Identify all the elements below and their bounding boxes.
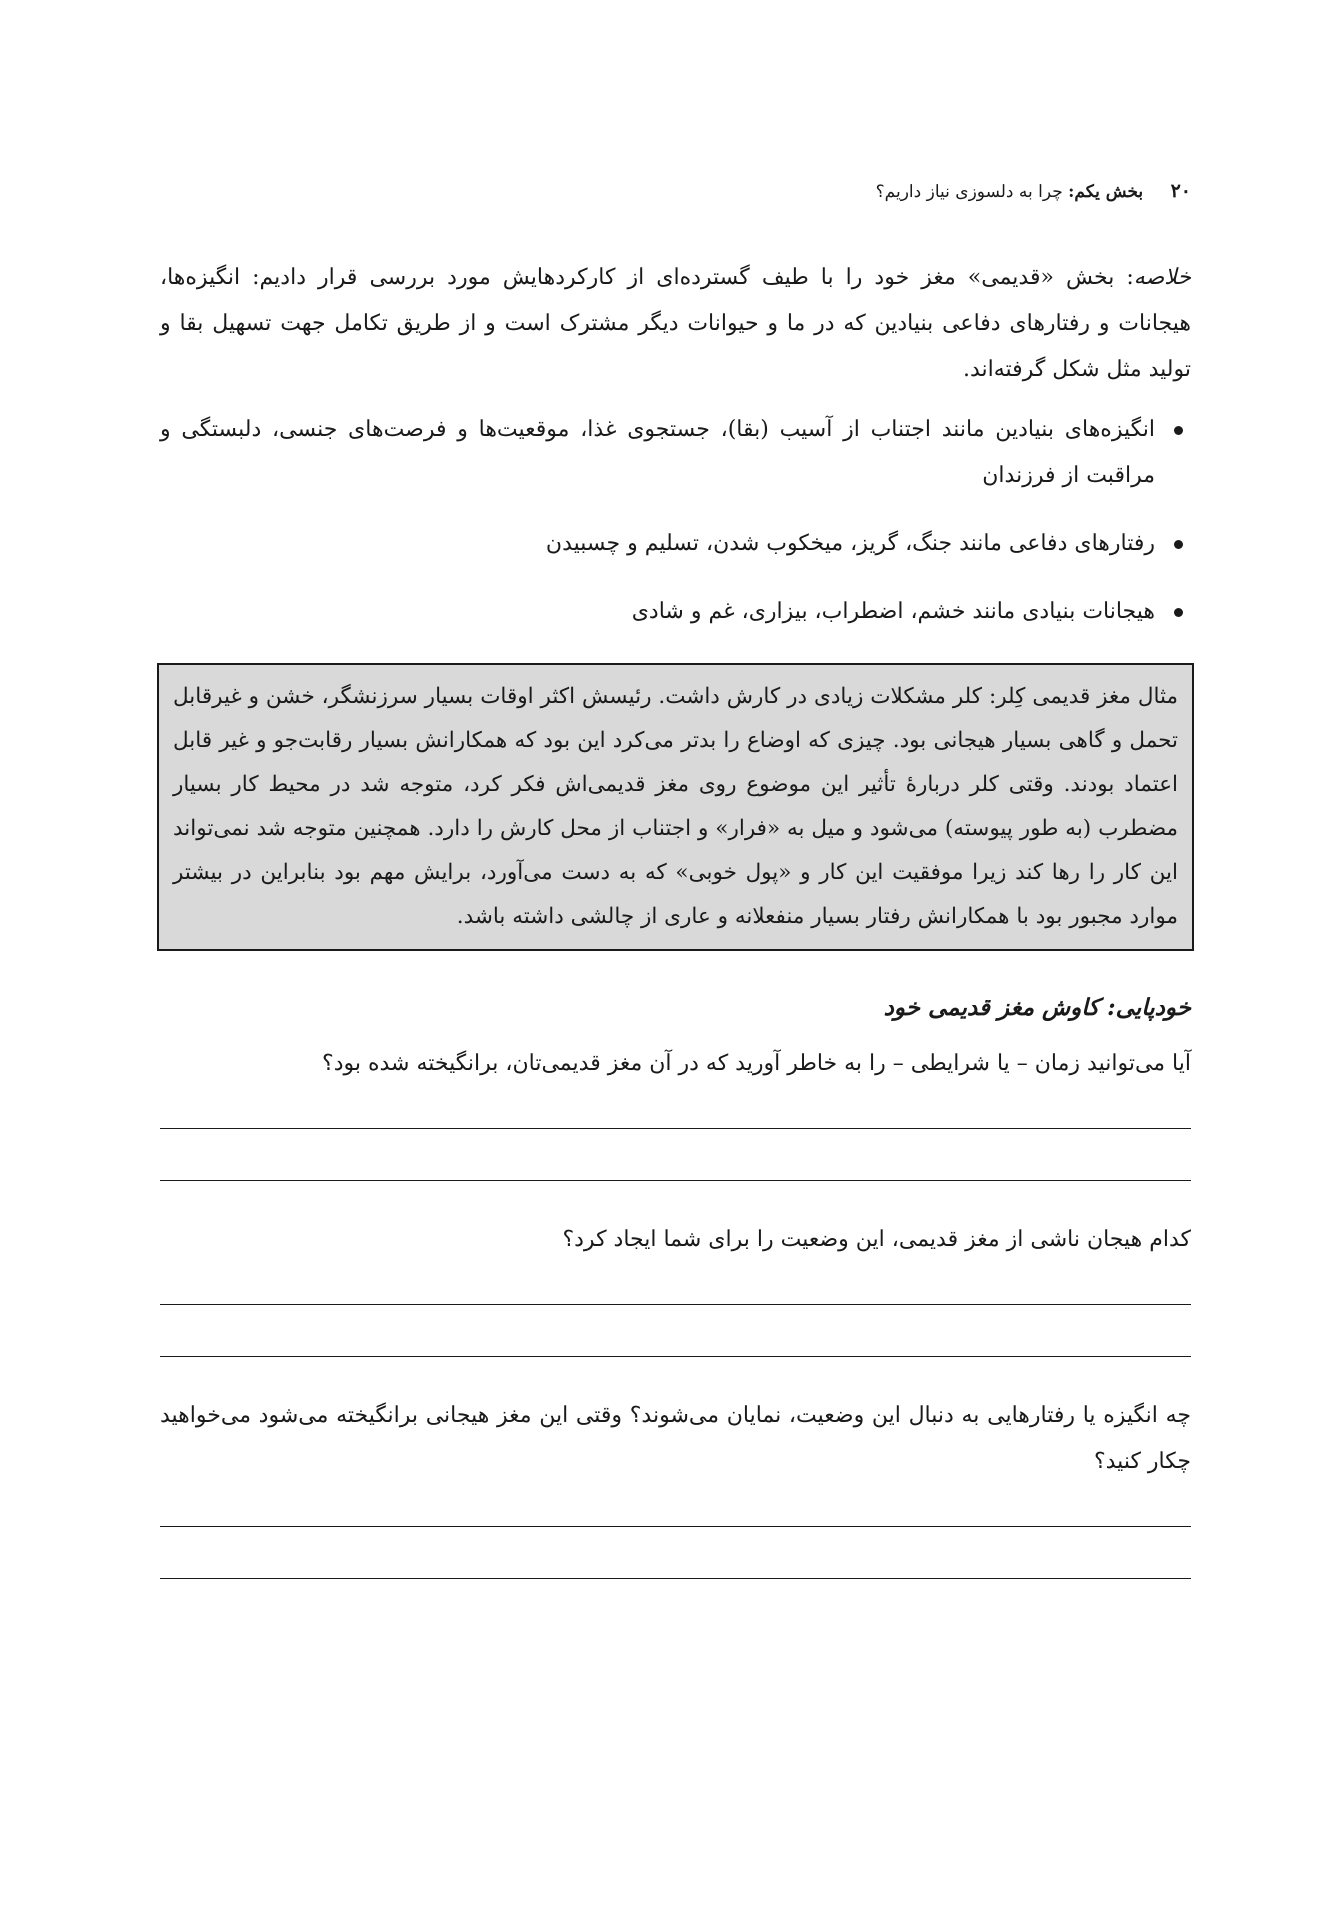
question-2: کدام هیجان ناشی از مغز قدیمی، این وضعیت را برای شما ایجاد کرد؟: [562, 1227, 1191, 1252]
list-item: [160, 521, 1191, 567]
example-text: مثال مغز قدیمی کِلر: کلر مشکلات زیادی در کارش داشت. رئیسش اکثر اوقات بسیار سرزنشگر، خشن و غیرقابل تحمل و گاهی بسیار هیجانی بود. چیزی که اوضاع را بدتر می‌کرد این بود که همکارانش بسیار رقابت‌جو و غیر قابل اعتماد بودند. وقتی کلر دربارهٔ تأثیر این موضوع روی مغز قدیمی‌اش فکر کرد، متوجه شد در محیط کار بسیار مضطرب (به طور پیوسته) می‌شود و میل به «فرار» و اجتناب از محل کارش را دارد. همچنین متوجه شد نمی‌تواند این کار را رها کند زیرا موفقیت این کار و «پول خوبی» که به دست می‌آورد، برایش مهم بود بنابراین در بیشتر موارد مجبور بود با همکارانش رفتار بسیار منفعلانه و عاری از چالشی داشته باشد.: [173, 684, 1178, 929]
answer-line[interactable]: [160, 1577, 1191, 1579]
summary-text: : بخش «قدیمی» مغز خود را با طیف گسترده‌ای از کارکردهایش مورد بررسی قرار دادیم: انگیزه‌ها، هیجانات و رفتارهای دفاعی بنیادین که در ما و حیوانات دیگر مشترک است و از طریق تکامل جهت تسهیل بقا و تولید مثل شکل گرفته‌اند.: [160, 265, 1191, 382]
part-label: بخش یکم:: [1068, 182, 1144, 202]
list-item: [160, 589, 1191, 635]
running-header: [876, 180, 1191, 202]
list-item-text: رفتارهای دفاعی مانند جنگ، گریز، میخکوب شدن، تسلیم و چسبیدن: [545, 531, 1155, 556]
list-item: [160, 407, 1191, 499]
page-body: [160, 255, 1191, 1579]
list-item-text: هیجانات بنیادی مانند خشم، اضطراب، بیزاری، غم و شادی: [631, 599, 1155, 624]
answer-line[interactable]: [160, 1127, 1191, 1129]
list-item-text: انگیزه‌های بنیادین مانند اجتناب از آسیب (بقا)، جستجوی غذا، موقعیت‌ها و فرصت‌های جنسی، دلبستگی و مراقبت از فرزندان: [160, 417, 1155, 488]
bullet-icon: [1174, 426, 1183, 435]
page-number: ۲۰: [1170, 180, 1191, 202]
summary-lead: خلاصه: [1133, 265, 1191, 290]
answer-line[interactable]: [160, 1525, 1191, 1527]
summary-paragraph: [160, 255, 1191, 393]
example-box: [157, 663, 1194, 951]
question-1: آیا می‌توانید زمان – یا شرایطی – را به خاطر آورید که در آن مغز قدیمی‌تان، برانگیخته شده بود؟: [322, 1051, 1191, 1076]
bullet-icon: [1174, 540, 1183, 549]
chapter-title: چرا به دلسوزی نیاز داریم؟: [875, 182, 1063, 202]
bullet-list: [160, 407, 1191, 635]
answer-line[interactable]: [160, 1303, 1191, 1305]
bullet-icon: [1174, 608, 1183, 617]
reflection-title: خودپایی: کاوش مغز قدیمی خود: [883, 994, 1191, 1021]
question-3: چه انگیزه یا رفتارهایی به دنبال این وضعیت، نمایان می‌شوند؟ وقتی این مغز هیجانی برانگیخته می‌شود می‌خواهید چکار کنید؟: [160, 1403, 1191, 1474]
